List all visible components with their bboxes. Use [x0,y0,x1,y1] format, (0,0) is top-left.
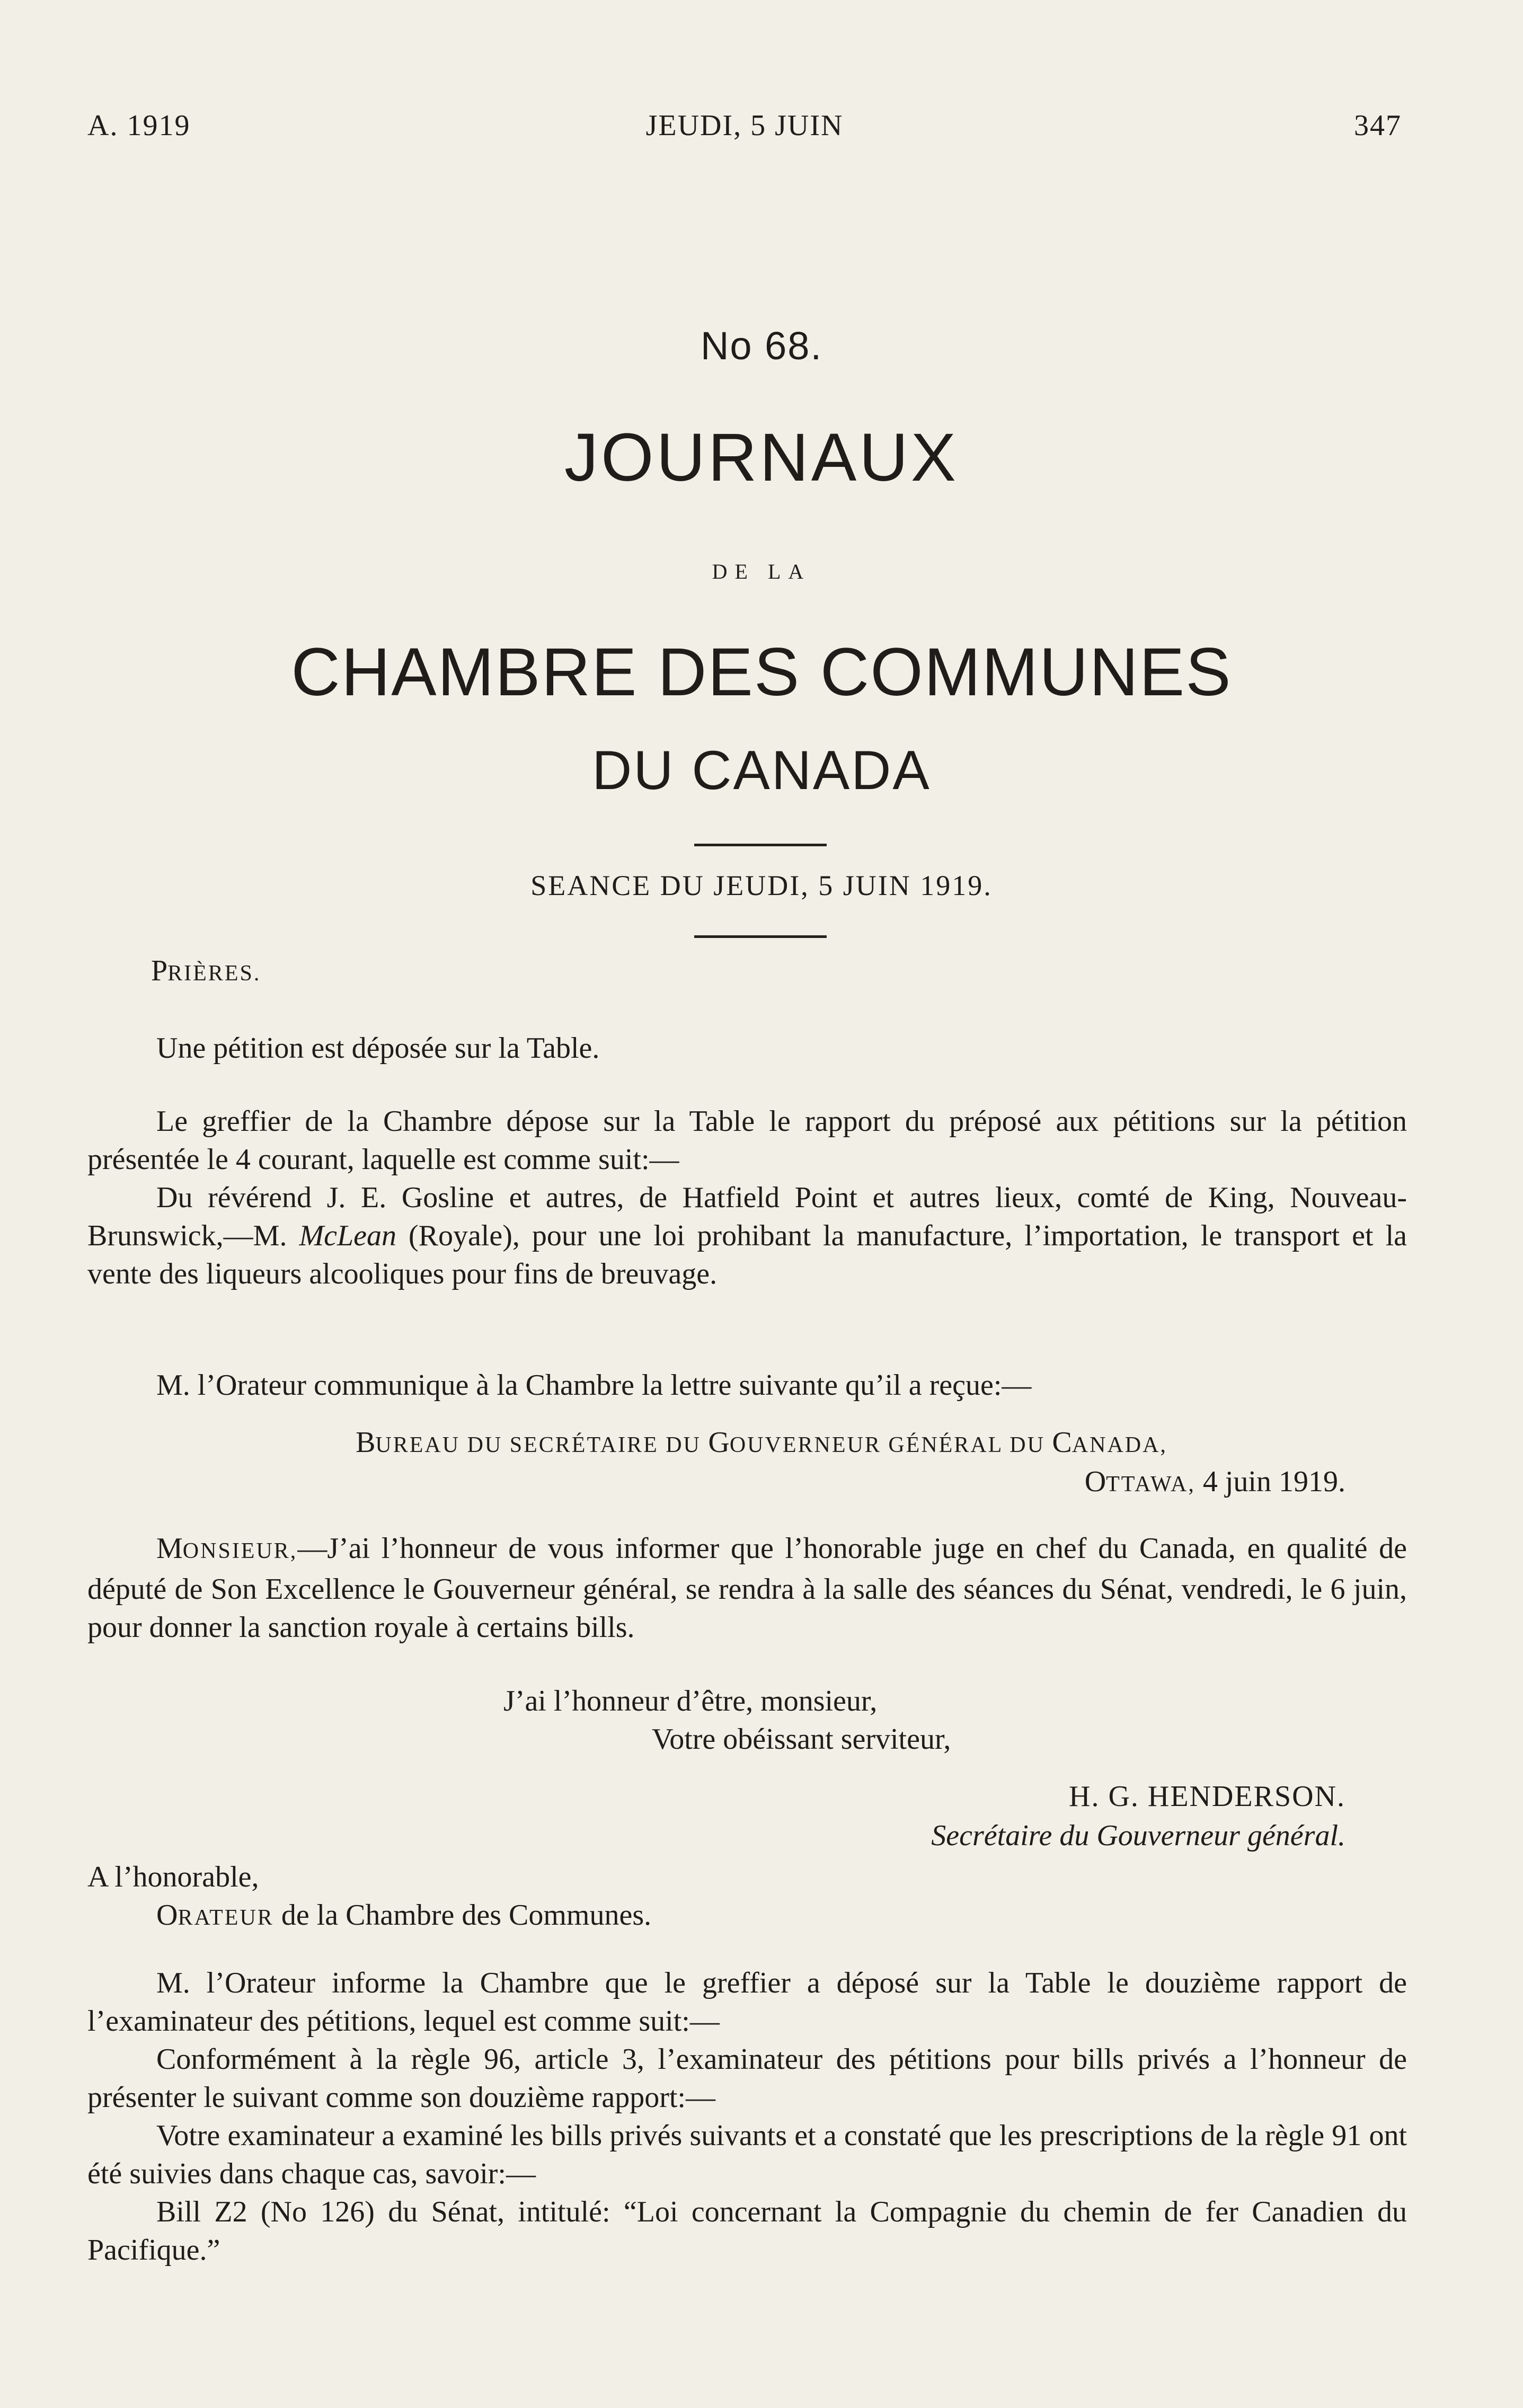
sitting-heading: SEANCE DU JEUDI, 5 JUIN 1919. [530,870,993,901]
speaker-letter-paragraph: M. l’Orateur communique à la Chambre la lettre suivante qu’il a reçue:— [156,1369,1032,1402]
examiner-report-paragraph: M. l’Orateur informe la Chambre que le greffier a déposé sur la Table le douzième rapport de l’examinateur des pétitions, lequel est comme suit:— [87,1967,1407,2038]
letter-body: MONSIEUR,—J’ai l’honneur de vous informer que l’honorable juge en chef du Canada, en qualité de député de Son Excellence le Gouverneur général, se rendra à la salle des séances du Sénat, vendredi, le 6 juin, pour donner la sanction royale à certains bills. [87,1532,1407,1644]
letter-address: A l’honorable, [87,1861,259,1893]
letter-closing: Votre obéissant serviteur, [652,1723,951,1756]
petition-detail-paragraph: Du révérend J. E. Gosline et autres, de Hatfield Point et autres lieux, comté de King, Nouveau-Brunswick,—M. McLean (Royale), pour une loi prohibant la manufacture, l’importation, le transport et la vente des liqueurs alcooliques pour fins de breuvage. [87,1181,1407,1290]
letter-office-heading: BUREAU DU SECRÉTAIRE DU GOUVERNEUR GÉNÉRAL DU CANADA, [356,1426,1167,1459]
running-head-date: JEUDI, 5 JUIN [645,109,844,142]
signature-name: H. G. HENDERSON. [1069,1780,1345,1813]
divider-rule [694,935,827,938]
petition-paragraph: Une pétition est déposée sur la Table. [156,1032,600,1065]
country-title: DU CANADA [592,740,931,801]
house-title: CHAMBRE DES COMMUNES [291,634,1232,710]
title-connector: DE LA [712,560,811,583]
letter-place-date: OTTAWA, 4 juin 1919. [1084,1465,1345,1498]
running-head-year: A. 1919 [87,109,191,142]
journal-title: JOURNAUX [564,420,959,495]
bill-paragraph: Bill Z2 (No 126) du Sénat, intitulé: “Loi concernant la Compagnie du chemin de fer Canadien du Pacifique.” [87,2195,1407,2267]
letter-address: ORATEUR de la Chambre des Communes. [156,1899,652,1932]
letter-closing: J’ai l’honneur d’être, monsieur, [503,1685,878,1718]
running-head [87,109,1402,151]
examiner-report-paragraph: Conformément à la règle 96, article 3, l’examinateur des pétitions pour bills privés a l’honneur de présenter le suivant comme son douzième rapport:— [87,2043,1407,2114]
page-number: 347 [1354,109,1402,142]
signature-title: Secrétaire du Gouverneur général. [931,1819,1345,1852]
prayers-heading: PRIÈRES. [151,954,261,987]
clerk-report-paragraph: Le greffier de la Chambre dépose sur la Table le rapport du préposé aux pétitions sur la pétition présentée le 4 courant, laquelle est comme suit:— [87,1105,1407,1176]
divider-rule [694,844,827,846]
issue-number: No 68. [700,324,823,368]
examiner-report-paragraph: Votre examinateur a examiné les bills privés suivants et a constaté que les prescriptions de la règle 91 ont été suivies dans chaque cas, savoir:— [87,2119,1407,2190]
